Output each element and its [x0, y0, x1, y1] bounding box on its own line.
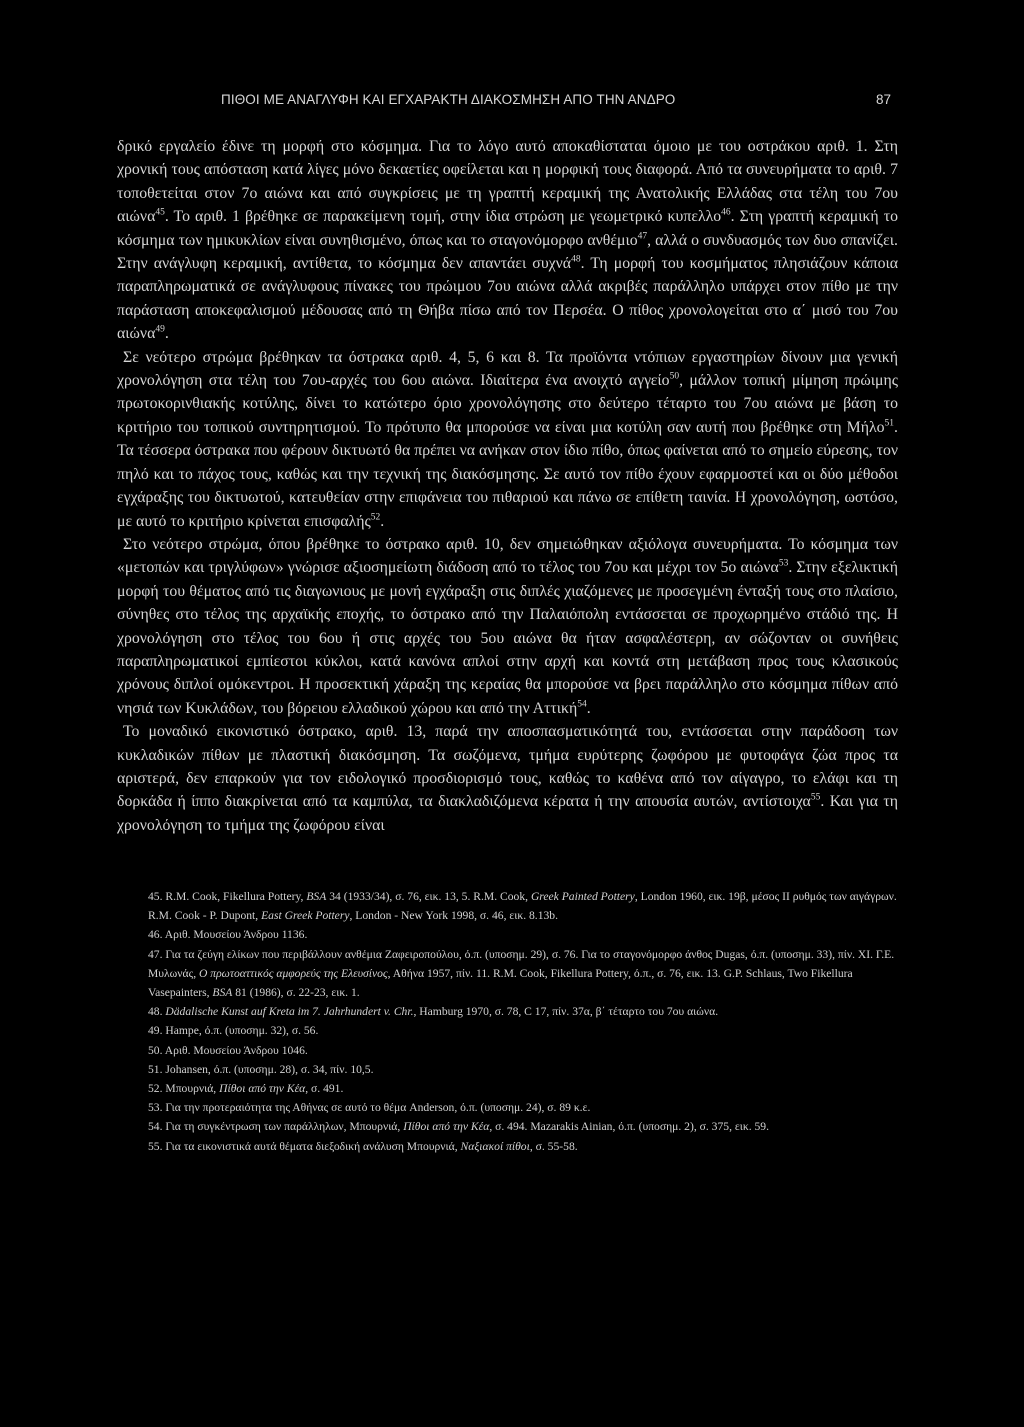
paragraph-4 — [117, 720, 898, 837]
footnote-47 — [117, 945, 898, 1003]
footnote-51 — [117, 1060, 898, 1079]
text-run: 81 (1986), σ. 22-23, εικ. 1. — [232, 986, 360, 1000]
text-run: 51. Johansen, ό.π. (υποσημ. 28), σ. 34, πίν. 10,5. — [148, 1062, 374, 1076]
footnotes — [117, 887, 898, 1156]
footnote-54 — [117, 1117, 898, 1136]
footnote-55 — [117, 1137, 898, 1156]
footnote-ref: 45 — [155, 207, 165, 218]
footnote-ref: 55 — [810, 793, 821, 804]
footnote-ref: 53 — [778, 559, 789, 570]
text-run: 34 (1933/34), σ. 76, εικ. 13, 5. R.M. Cook, — [326, 890, 531, 903]
text-run: 46. Αριθ. Μουσείου Άνδρου 1136. — [148, 928, 308, 942]
text-run: 52. Μπουρνιά, — [148, 1082, 220, 1096]
text-run: 47. Για τα ζεύγη ελίκων που περιβάλλουν ανθέμια Ζαφειροπούλου, ό.π. (υποσημ. 29), σ. 76. Για το σταγονόμορφο άνθος Dugas, ό.π. (υποσημ. 33), πίν. XI. Γ.Ε. Μυλωνάς, — [148, 947, 895, 980]
text-run: 50. Αριθ. Μουσείου Άνδρου 1046. — [148, 1043, 308, 1057]
text-run: , Αθήνα 1957, πίν. 11. R.M. Cook, Fikellura Pottery, ό.π., σ. 76, εικ. 13. G.P. Schlaus, Two Fikellura Vasepainters, — [148, 966, 853, 1000]
text-run: . — [586, 699, 591, 717]
footnote-ref: 52 — [370, 512, 381, 523]
text-run: 49. Hampe, ό.π. (υποσημ. 32), σ. 56. — [148, 1024, 319, 1038]
footnote-ref: 46 — [721, 207, 731, 218]
footnote-ref: 47 — [637, 231, 648, 242]
text-run: . — [164, 325, 169, 343]
text-run: 48. — [148, 1005, 166, 1019]
paragraph-1 — [117, 135, 898, 346]
footnote-49 — [117, 1021, 898, 1040]
text-run: Το μοναδικό εικονιστικό όστρακο, αριθ. 13, παρά την αποσπασματικότητά του, εντάσσεται στην παράδοση των κυκλαδικών πίθων με πλαστική διακόσμηση. Τα σωζόμενα, τμήμα ευρύτερης ζωφόρου με φυτοφάγα ζώα προς τα αριστερά, δεν επαρκούν για τον ειδολογικό προσδιορισμό τους, καθώς το καθένα από τον αίγαγρο, το ελάφι και τη δορκάδα ή ίππο διακρίνεται από τα καμπύλα, τα διακλαδιζόμενα κέρατα ή την απουσία αυτών, αντίστοιχα — [117, 723, 898, 811]
footnote-ref: 54 — [577, 699, 587, 710]
text-run: . Στη γραπτή κεραμική το κόσμημα των ημικυκλίων είναι συνηθισμένο, όπως και το σταγονόμορφο ανθέμιο — [117, 208, 898, 249]
text-run: 53. Για την προτεραιότητα της Αθήνας σε αυτό το θέμα Anderson, ό.π. (υποσημ. 24), σ. 89 κ.ε. — [148, 1101, 591, 1115]
italic-title: BSA — [212, 986, 233, 1000]
italic-title: Πίθοι από την Κέα — [219, 1082, 306, 1096]
footnote-45 — [117, 887, 898, 925]
text-run: . Και για τη χρονολόγηση το τμήμα της ζωφόρου είναι — [117, 793, 899, 834]
italic-title: Greek Painted Pottery — [530, 890, 635, 903]
footnote-46 — [117, 925, 898, 944]
italic-title: Ναξιακοί πίθοι — [460, 1139, 530, 1153]
footnote-ref: 49 — [155, 324, 165, 335]
italic-title: East Greek Pottery — [261, 909, 350, 923]
text-run: . Το αριθ. 1 βρέθηκε σε παρακείμενη τομή, στην ίδια στρώση με γεωμετρικό κυπελλο — [164, 208, 722, 226]
text-run: 54. Για τη συγκέντρωση των παράλληλων, Μπουρνιά, — [148, 1120, 404, 1134]
text-run: , σ. 494. Mazarakis Ainian, ό.π. (υποσημ. 2), σ. 375, εικ. 59. — [489, 1120, 769, 1134]
text-run: , London - New York 1998, σ. 46, εικ. 8.13b. — [349, 909, 558, 923]
footnote-48 — [117, 1002, 898, 1021]
text-run: Σε νεότερο στρώμα βρέθηκαν τα όστρακα αριθ. 4, 5, 6 και 8. Τα προϊόντα ντόπιων εργαστηρίων δίνουν μια γενική χρονολόγηση στα τέλη του 7ου-αρχές του 6ου αιώνα. Ιδιαίτερα ένα ανοιχτό αγγείο — [117, 348, 898, 390]
running-head-title: ΠΙΘΟΙ ΜΕ ΑΝΑΓΛΥΦΗ ΚΑΙ ΕΓΧΑΡΑΚΤΗ ΔΙΑΚΟΣΜΗΣΗ ΑΠΟ ΤΗΝ ΑΝΔΡΟ — [221, 92, 676, 107]
page-number: 87 — [876, 92, 892, 107]
text-run: 55. Για τα εικονιστικά αυτά θέματα διεξοδική ανάλυση Μπουρνιά, — [148, 1139, 461, 1153]
text-run: , London 1960, εικ. 19β, μέσος ΙΙ ρυθμός των αιγάγρων. R.M. Cook - P. Dupont, — [148, 890, 897, 923]
text-run: . Στην εξελικτική μορφή του θέματος από τις διαγωνιους με μονή εγχάραξη στις διπλές χιαζόμενες με προσεγμένη ένταξή τους στο πλαίσιο, σύνηθες στο τέλος της αρχαϊκής εποχής, το όστρακο από την Παλαιόπολη εντάσσεται σε προχωρημένο στάδιό της. Η χρονολόγηση στο τέλος του 6ου ή στις αρχές του 5ου αιώνα θα ήταν ασφαλέστερη, αν σώζονταν οι συνήθεις παραπληρωματικοί εμπίεστοι κύκλοι, κατά κανόνα απλοί στην αρχή και κοντά στη μετάβαση προς τους κλασικούς χρόνους διπλοί ομόκεντροι. Η προσεκτική χάραξη της κεραίας θα μπορούσε να βρει παράλληλο στο κόσμημα πίθων από νησιά των Κυκλάδων, του βόρειου ελλαδικού χώρου και από την Αττική — [117, 559, 898, 717]
footnote-ref: 50 — [669, 371, 680, 382]
text-run: , μάλλον τοπική μίμηση πρώιμης πρωτοκορινθιακής κοτύλης, δίνει το κατώτερο όριο χρονολόγησης στο δεύτερο τέταρτο του 7ου αιώνα με βάση το κριτήριο του τοπικού συντηρητισμού. Το πρότυπο θα μπορούσε να είναι μια κοτύλη σαν αυτή που βρέθηκε στη Μήλο — [117, 372, 898, 436]
text-run: , σ. 491. — [305, 1082, 344, 1096]
main-text — [117, 135, 898, 837]
text-run: . Τη μορφή του κοσμήματος πλησιάζουν κάποια παραπληρωματικά σε ανάγλυφους πίνακες του πρώιμου 7ου αιώνα αλλά ακριβές παράλληλο υπάρχει στον πίθο με την παράσταση αποκεφαλισμού μέδουσας από τη Θήβα πίσω από τον Περσέα. Ο πίθος χρονολογείται στο α΄ μισό του 7ου αιώνα — [117, 255, 898, 343]
text-run: , Hamburg 1970, σ. 78, C 17, πίν. 37α, β΄ τέταρτο του 7ου αιώνα. — [413, 1005, 719, 1019]
footnote-50 — [117, 1041, 898, 1060]
text-run: , σ. 55-58. — [529, 1139, 578, 1153]
italic-title: Ο πρωτοαττικός αμφορεύς της Ελευσίνος — [199, 966, 388, 980]
footnote-ref: 48 — [571, 254, 581, 265]
footnote-52 — [117, 1079, 898, 1098]
footnote-53 — [117, 1098, 898, 1117]
text-run: , αλλά ο συνδυασμός των δυο σπανίζει. Στην ανάγλυφη κεραμική, αντίθετα, το κόσμημα δεν απαντάει συχνά — [117, 231, 898, 273]
text-run: 45. R.M. Cook, Fikellura Pottery, — [148, 890, 307, 903]
text-run: . Τα τέσσερα όστρακα που φέρουν δικτυωτό θα πρέπει να ανήκαν στον ίδιο πίθο, όπως φαίνεται από το σημείο εύρεσης, τον πηλό και το πάχος τους, καθώς και την τεχνική της διακόσμησης. Σε αυτό τον πίθο έχουν εφαρμοστεί και οι δύο μέθοδοι εγχάραξης του δικτυωτού, κατευθείαν στην επιφάνεια του πιθαριού και πάνω σε επίθετη ταινία. Η χρονολόγηση, ωστόσο, με αυτό το κριτήριο κρίνεται επισφαλής — [117, 418, 898, 530]
paragraph-3 — [117, 533, 898, 720]
paragraph-2 — [117, 346, 898, 533]
footnote-ref: 51 — [884, 418, 895, 429]
italic-title: Πίθοι από την Κέα — [403, 1120, 490, 1134]
text-run: Στο νεότερο στρώμα, όπου βρέθηκε το όστρακο αριθ. 10, δεν σημειώθηκαν αξιόλογα συνευρήματα. Το κόσμημα των «μετοπών και τριγλύφων» γνώρισε αξιοσημείωτη διάδοση από το τέλος του 7ου και μέχρι τον 5ο αιώνα — [117, 535, 898, 577]
text-run: . — [380, 512, 385, 530]
text-run: δρικό εργαλείο έδινε τη μορφή στο κόσμημα. Για το λόγο αυτό αποκαθίσταται όμοιο με του οστράκου αριθ. 1. Στη χρονική τους απόσταση κατά λίγες μόνο δεκαετίες οφείλεται και η μορφική τους διαφορά. Από τα συνευρήματα το αριθ. 7 τοποθετείται στον 7ο αιώνα και από συγκρίσεις με τη γραπτή κεραμική της Ανατολικής Ελλάδας στα τέλη του 7ου αιώνα — [117, 138, 898, 226]
italic-title: Dädalische Kunst auf Kreta im 7. Jahrhundert v. Chr. — [165, 1005, 414, 1019]
italic-title: BSA — [306, 890, 327, 903]
